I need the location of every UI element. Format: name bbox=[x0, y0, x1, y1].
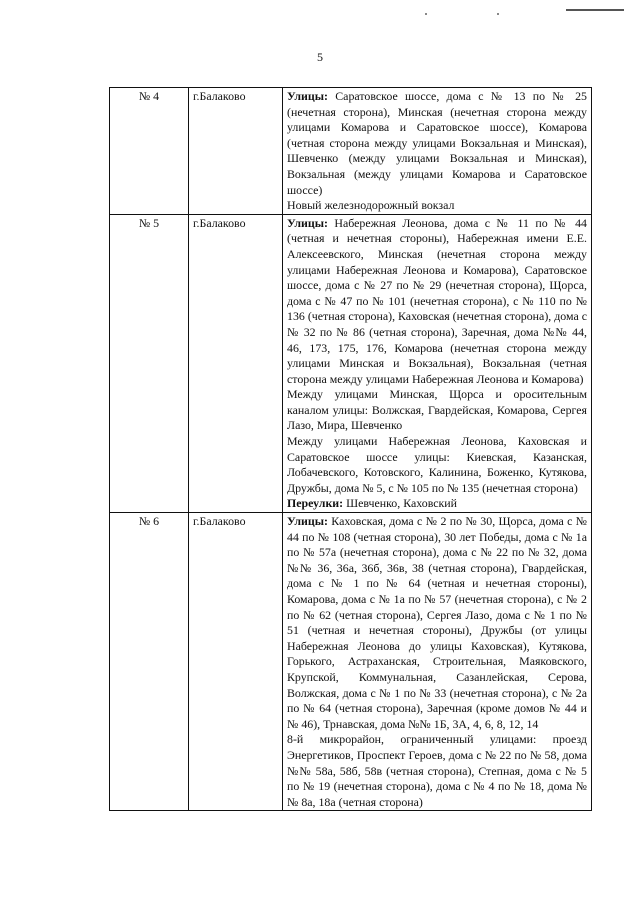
street-description bbox=[283, 513, 592, 811]
scan-artifact-dot bbox=[425, 13, 427, 15]
table-row bbox=[110, 513, 592, 811]
district-table bbox=[109, 87, 592, 811]
city-name: г.Балаково bbox=[189, 513, 283, 811]
description-paragraph bbox=[287, 732, 587, 810]
description-paragraph bbox=[287, 387, 587, 434]
scan-artifact-line bbox=[566, 9, 624, 11]
section-label: Улицы: bbox=[287, 215, 329, 230]
street-description bbox=[283, 214, 592, 512]
section-text: Набережная Леонова, дома с № 11 по № 44 (четная и нечетная стороны), Набережная имени Е.Е. Алексеевского, Минская (нечетная сторона между улицами Набережная Леонова и Комарова), Саратовское шоссе, дома с № 27 по № 29 (нечетная сторона), Щорса, дома с № 47 по № 101 (нечетная сторона), с № 110 по № 136 (четная сторона), Каховская (нечетная сторона), дома с № 32 по № 86 (четная сторона), Заречная, дома №№ 44, 46, 173, 175, 176, Комарова (нечетная сторона между улицами Минская и Вокзальная), Вокзальная (четная сторона между улицами Набережная Леонова и Комарова) bbox=[287, 215, 587, 386]
description-paragraph bbox=[287, 89, 587, 198]
section-text: Новый железнодорожный вокзал bbox=[287, 198, 455, 213]
section-text: 8-й микрорайон, ограниченный улицами: проезд Энергетиков, Проспект Героев, дома с № 22 по № 58, дома №№ 58а, 58б, 58в (четная сторона), Степная, дома с № 5 по № 19 (нечетная сторона), дома с № 4 по № 18, дома №№ 8а, 18а (четная сторона) bbox=[287, 732, 587, 809]
district-number: № 6 bbox=[110, 513, 189, 811]
city-name: г.Балаково bbox=[189, 88, 283, 215]
section-label: Переулки: bbox=[287, 496, 344, 511]
section-text: Саратовское шоссе, дома с № 13 по № 25 (нечетная сторона), Минская (нечетная сторона между улицами Комарова и Саратовское шоссе), Комарова (четная сторона между улицами Вокзальная и Минская), Шевченко (между улицами Вокзальная и Минская), Вокзальная (между улицами Комарова и Саратовское шоссе) bbox=[287, 89, 587, 197]
table-row bbox=[110, 88, 592, 215]
description-paragraph bbox=[287, 514, 587, 732]
page-number: 5 bbox=[317, 50, 323, 64]
description-paragraph bbox=[287, 496, 587, 512]
section-label: Улицы: bbox=[287, 514, 329, 529]
section-text: Шевченко, Каховский bbox=[343, 496, 458, 511]
description-paragraph bbox=[287, 198, 587, 214]
district-number: № 5 bbox=[110, 214, 189, 512]
section-text: Между улицами Минская, Щорса и оросительным каналом улицы: Волжская, Гвардейская, Комарова, Сергея Лазо, Мира, Шевченко bbox=[287, 387, 587, 433]
street-description bbox=[283, 88, 592, 215]
section-label: Улицы: bbox=[287, 89, 329, 103]
description-paragraph bbox=[287, 434, 587, 496]
section-text: Каховская, дома с № 2 по № 30, Щорса, дома с № 44 по № 108 (четная сторона), 30 лет Победы, дома с № 1а по № 57а (нечетная сторона), дома с № 22 по № 32, дома №№ 36, 36а, 36б, 36в, 38 (четная сторона), Гвардейская, дома с № 1 по № 64 (четная и нечетная стороны), Комарова, дома с № 1а по № 57 (нечетная сторона), с № 2 по № 62 (четная сторона), Сергея Лазо, дома с № 1 по № 51 (четная и нечетная стороны), Дружбы (от улицы Набережная Леонова до улицы Каховская), Кутякова, Горького, Астраханская, Строительная, Маяковского, Крупской, Коммунальная, Сазанлейская, Серова, Волжская, дома с № 1 по № 33 (нечетная сторона), с № 2а по № 64 (четная сторона), Заречная (кроме домов № 44 и № 46), Трнавская, дома №№ 1Б, 3А, 4, 6, 8, 12, 14 bbox=[287, 514, 587, 731]
city-name: г.Балаково bbox=[189, 214, 283, 512]
table-row bbox=[110, 214, 592, 512]
section-text: Между улицами Набережная Леонова, Каховская и Саратовское шоссе улицы: Киевская, Казанская, Лобачевского, Котовского, Калинина, Боженко, Кутякова, Дружбы, дома № 5, с № 105 по № 135 (нечетная сторона) bbox=[287, 434, 587, 495]
scan-artifact-dot bbox=[497, 13, 499, 15]
district-number: № 4 bbox=[110, 88, 189, 215]
description-paragraph bbox=[287, 216, 587, 388]
